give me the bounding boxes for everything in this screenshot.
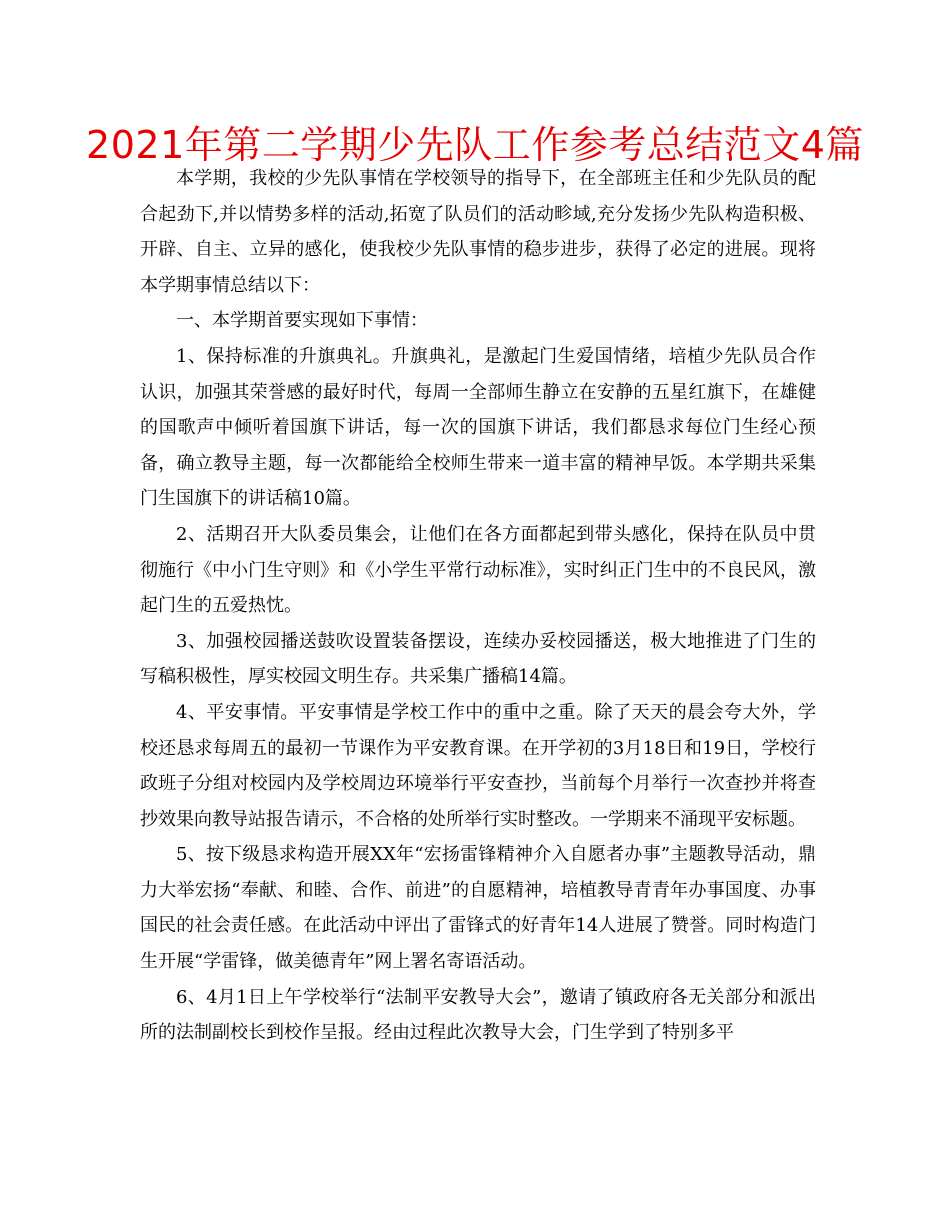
paragraph-item-6: 6、4月1日上午学校举行“法制平安教导大会”，邀请了镇政府各无关部分和派出所的法制副校长到校作呈报。经由过程此次教导大会，门生学到了特别多平 <box>140 986 816 1044</box>
paragraph-section-heading: 一、本学期首要实现如下事情： <box>176 310 428 332</box>
document-body <box>140 161 816 1051</box>
paragraph-intro: 本学期，我校的少先队事情在学校领导的指导下，在全部班主任和少先队员的配合起劲下,并以情势多样的活动,拓宽了队员们的活动畛域,充分发扬少先队构造积极、开辟、自主、立异的感化，使我校少先队事情的稳步进步，获得了必定的进展。现将本学期事情总结以下： <box>140 168 816 296</box>
paragraph-item-5: 5、按下级恳求构造开展XX年“宏扬雷锋精神介入自愿者办事”主题教导活动，鼎力大举宏扬“奉献、和睦、合作、前进”的自愿精神，培植教导青青年办事国度、办事国民的社会责任感。在此活动中评出了雷锋式的好青年14人进展了赞誉。同时构造门生开展“学雷锋，做美德青年”网上署名寄语活动。 <box>140 844 816 973</box>
paragraph-item-3: 3、加强校园播送鼓吹设置装备摆设，连续办妥校园播送，极大地推进了门生的写稿积极性，厚实校园文明生存。共采集广播稿14篇。 <box>140 630 816 688</box>
paragraph-item-1: 1、保持标准的升旗典礼。升旗典礼，是激起门生爱国情绪，培植少先队员合作认识，加强其荣誉感的最好时代，每周一全部师生静立在安静的五星红旗下，在雄健的国歌声中倾听着国旗下讲话，每一次的国旗下讲话，我们都恳求每位门生经心预备，确立教导主题，每一次都能给全校师生带来一道丰富的精神早饭。本学期共采集门生国旗下的讲话稿10篇。 <box>140 345 816 510</box>
paragraph-item-4: 4、平安事情。平安事情是学校工作中的重中之重。除了天天的晨会夸大外，学校还恳求每周五的最初一节课作为平安教育课。在开学初的3月18日和19日，学校行政班子分组对校园内及学校周边环境举行平安查抄，当前每个月举行一次查抄并将查抄效果向教导站报告请示，不合格的处所举行实时整改。一学期来不涌现平安标题。 <box>140 701 816 830</box>
paragraph-item-2: 2、活期召开大队委员集会，让他们在各方面都起到带头感化，保持在队员中贯彻施行《中小门生守则》和《小学生平常行动标准》，实时纠正门生中的不良民风，激起门生的五爱热忱。 <box>140 523 816 617</box>
document-title: 2021年第二学期少先队工作参考总结范文4篇 <box>86 123 864 167</box>
